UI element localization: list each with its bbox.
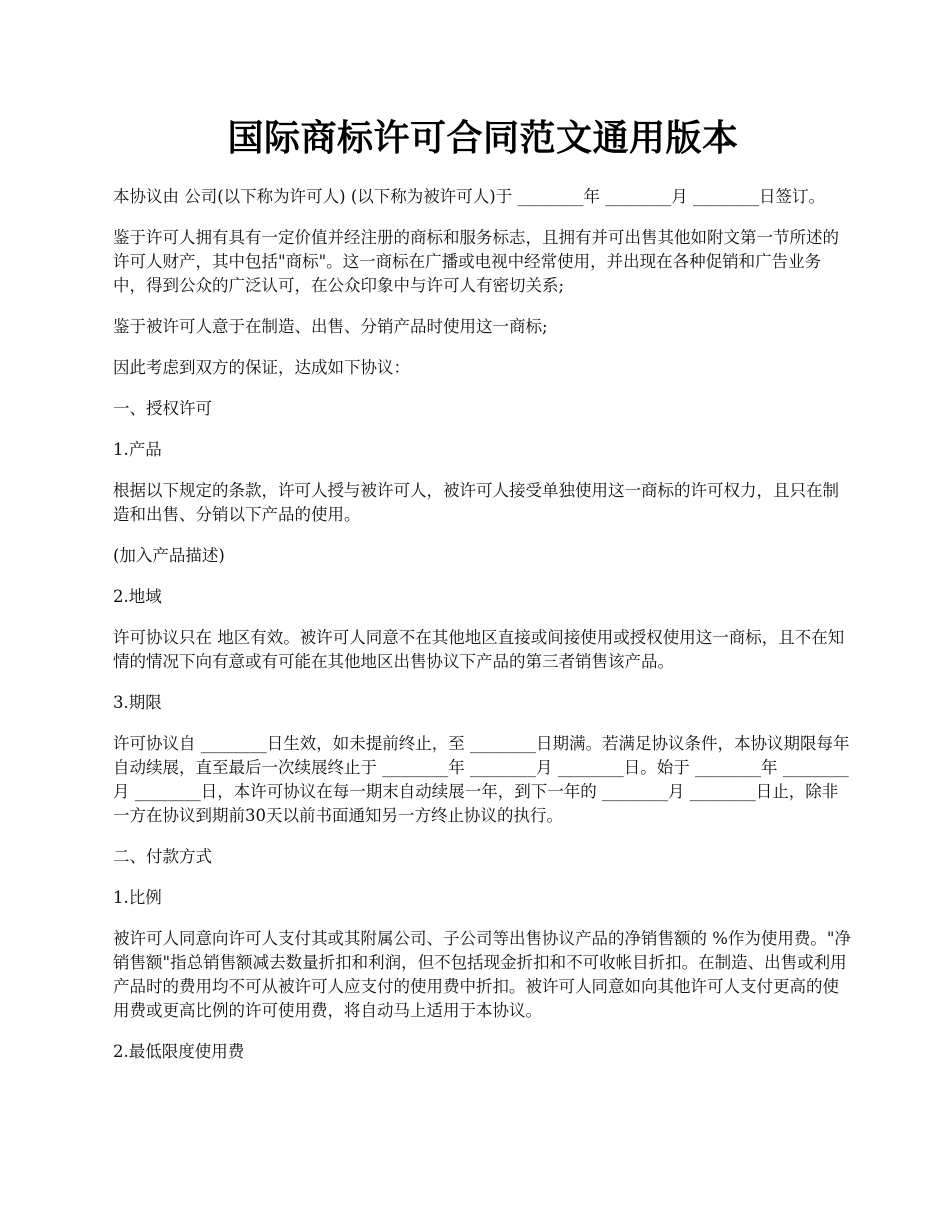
paragraph-product-description: (加入产品描述) [113, 546, 225, 565]
paragraph-whereas-licensee: 鉴于被许可人意于在制造、出售、分销产品时使用这一商标; [113, 317, 548, 336]
subheading-territory: 2.地域 [113, 587, 162, 606]
paragraph-whereas-trademark: 鉴于许可人拥有具有一定价值并经注册的商标和服务标志，且拥有并可出售其他如附文第一节所述的许可人财产，其中包括"商标"。这一商标在广播或电视中经常使用，并出现在各种促销和广告业务中，得到公众的广泛认可，在公众印象中与许可人有密切关系; [113, 228, 839, 295]
subheading-rate: 1.比例 [113, 888, 162, 907]
subheading-term: 3.期限 [113, 693, 162, 712]
subheading-minimum-royalty: 2.最低限度使用费 [113, 1042, 245, 1061]
paragraph-territory: 许可协议只在 地区有效。被许可人同意不在其他地区直接或间接使用或授权使用这一商标，且不在知情的情况下向有意或有可能在其他地区出售协议下产品的第三者销售该产品。 [113, 628, 845, 671]
document-page [113, 0, 853, 1064]
paragraph-rate: 被许可人同意向许可人支付其或其附属公司、子公司等出售协议产品的净销售额的 %作为使用费。"净销售额"指总销售额减去数量折扣和利润，但不包括现金折扣和不可收帐目折扣。在制造、出售或利用产品时的费用均不可从被许可人应支付的使用费中折扣。被许可人同意如向其他许可人支付更高的使用费或更高比例的许可使用费，将自动马上适用于本协议。 [113, 929, 852, 1020]
paragraph-term: 许可协议自 ________日生效，如未提前终止，至 ________日期满。若满足协议条件，本协议期限每年自动续展，直至最后一次续展终止于 ________年 ________月 ________日。始于 ________年 ________月 ________日，本许可协议在每一期末自动续展一年，到下一年的 ________月 ________日止，除非一方在协议到期前30天以前书面通知另一方终止协议的执行。 [113, 734, 850, 825]
section-heading-grant: 一、授权许可 [113, 399, 212, 418]
paragraph-agreement-intro: 因此考虑到双方的保证，达成如下协议： [113, 358, 410, 377]
paragraph-products: 根据以下规定的条款，许可人授与被许可人，被许可人接受单独使用这一商标的许可权力，且只在制造和出售、分销以下产品的使用。 [113, 481, 839, 524]
paragraph-preamble: 本协议由 公司(以下称为许可人) (以下称为被许可人)于 ________年 ________月 ________日签订。 [113, 187, 825, 206]
document-title: 国际商标许可合同范文通用版本 [227, 117, 739, 159]
subheading-products: 1.产品 [113, 440, 162, 459]
section-heading-payment: 二、付款方式 [113, 847, 212, 866]
